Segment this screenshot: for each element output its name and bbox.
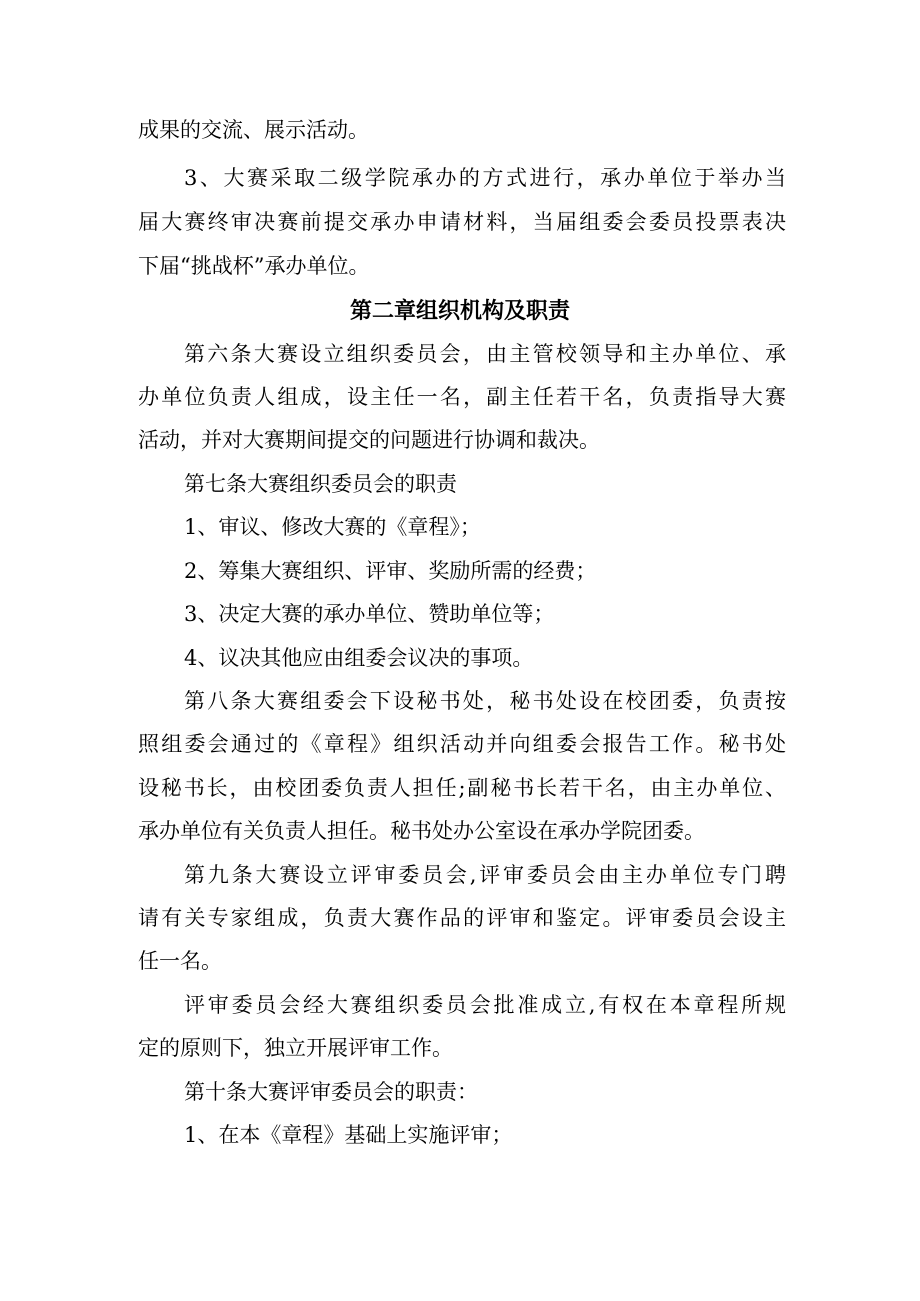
paragraph-line: 请有关专家组成，负责大赛作品的评审和鉴定。评审委员会设主 (138, 906, 786, 930)
paragraph-line: 定的原则下，独立开展评审工作。 (138, 1036, 453, 1060)
paragraph-line: 任一名。 (138, 949, 222, 973)
paragraph-line: 1、审议、修改大赛的《章程》； (184, 515, 481, 539)
paragraph-line: 成果的交流、展示活动。 (138, 118, 369, 142)
paragraph-line: 第九条大赛设立评审委员会,评审委员会由主办单位专门聘 (184, 863, 786, 887)
paragraph-line: 第八条大赛组委会下设秘书处，秘书处设在校团委，负责按 (184, 689, 786, 713)
paragraph-line: 2、筹集大赛组织、评审、奖励所需的经费； (184, 559, 597, 583)
paragraph-line: 活动，并对大赛期间提交的问题进行协调和裁决。 (138, 428, 600, 452)
paragraph-line: 第七条大赛组织委员会的职责 (184, 472, 457, 496)
paragraph-line: 评审委员会经大赛组织委员会批准成立,有权在本章程所规 (184, 993, 786, 1017)
paragraph-line: 届大赛终审决赛前提交承办申请材料，当届组委会委员投票表决 (138, 210, 786, 234)
paragraph-line: 第六条大赛设立组织委员会，由主管校领导和主办单位、承 (184, 342, 786, 366)
paragraph-line: 办单位负责人组成，设主任一名，副主任若干名，负责指导大赛 (138, 385, 786, 409)
paragraph-line: 承办单位有关负责人担任。秘书处办公室设在承办学院团委。 (138, 819, 705, 843)
paragraph-line: 3、大赛采取二级学院承办的方式进行，承办单位于举办当 (184, 166, 786, 190)
paragraph-line: 1、在本《章程》基础上实施评审； (184, 1123, 513, 1147)
paragraph-line: 设秘书长，由校团委负责人担任;副秘书长若干名，由主办单位、 (138, 776, 786, 800)
paragraph-line: 照组委会通过的《章程》组织活动并向组委会报告工作。秘书处 (138, 732, 786, 756)
paragraph-line: 第十条大赛评审委员会的职责： (184, 1080, 478, 1104)
paragraph-line: 4、议决其他应由组委会议决的事项。 (184, 646, 534, 670)
paragraph-line: 下届“挑战杯”承办单位。 (138, 254, 370, 278)
chapter-heading: 第二章组织机构及职责 (349, 299, 570, 324)
paragraph-line: 3、决定大赛的承办单位、赞助单位等； (184, 602, 555, 626)
